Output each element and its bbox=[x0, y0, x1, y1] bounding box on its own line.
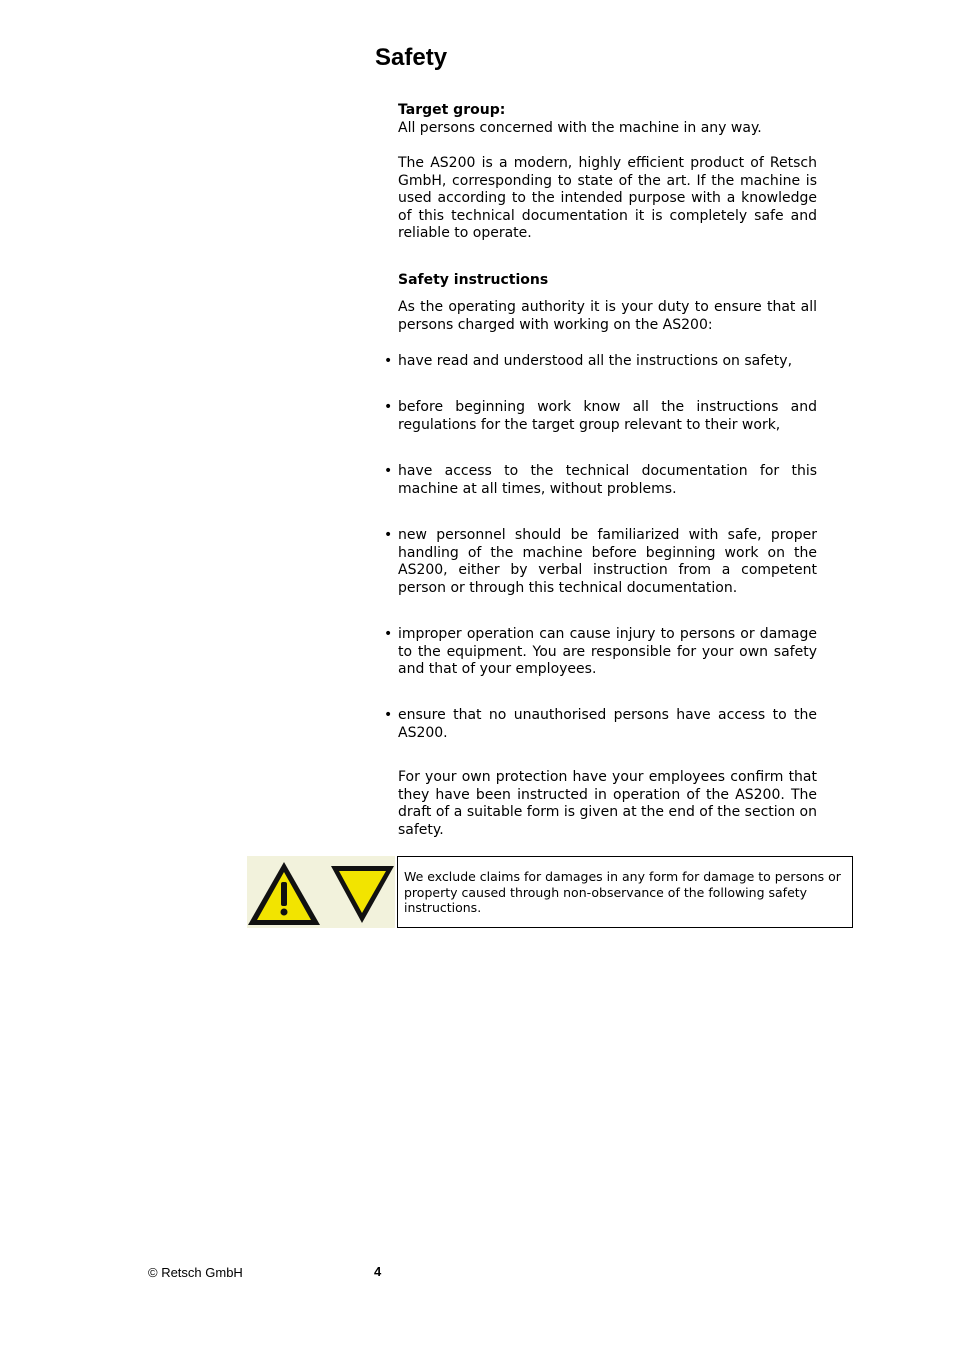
list-item: ensure that no unauthorised persons have access to the AS200. bbox=[398, 707, 817, 741]
disclaimer-text: We exclude claims for damages in any form for damage to persons or property caused through non-observance of the following safety instructions. bbox=[404, 869, 841, 915]
copyright: © Retsch GmbH bbox=[148, 1265, 243, 1280]
bullet-icon: • bbox=[384, 707, 393, 723]
bullet-icon: • bbox=[384, 353, 393, 369]
bullet-icon: • bbox=[384, 626, 393, 642]
warning-icons bbox=[247, 856, 395, 928]
intro-paragraph: The AS200 is a modern, highly efficient product of Retsch GmbH, corresponding to state of the art. If the machine is used according to the intended purpose with a knowledge of this technical documentation it is completely safe and reliable to operate. bbox=[398, 155, 817, 241]
list-item: have access to the technical documentation for this machine at all times, without problems. bbox=[398, 463, 817, 497]
page-title: Safety bbox=[375, 44, 448, 71]
safety-lead-paragraph: As the operating authority it is your duty to ensure that all persons charged with working on the AS200: bbox=[398, 299, 817, 333]
closing-paragraph: For your own protection have your employees confirm that they have been instructed in operation of the AS200. The draft of a suitable form is given at the end of the section on safety. bbox=[398, 769, 817, 838]
bullet-icon: • bbox=[384, 527, 393, 543]
list-item: before beginning work know all the instructions and regulations for the target group relevant to their work, bbox=[398, 399, 817, 433]
list-item: improper operation can cause injury to persons or damage to the equipment. You are responsible for your own safety and that of your employees. bbox=[398, 626, 817, 677]
list-item: new personnel should be familiarized with safe, proper handling of the machine before beginning work on the AS200, either by verbal instruction from a competent person or through this technical documentation. bbox=[398, 527, 817, 596]
target-group-text: All persons concerned with the machine in any way. bbox=[398, 120, 762, 136]
disclaimer-box bbox=[397, 856, 853, 928]
bullet-icon: • bbox=[384, 463, 393, 479]
safety-instructions-heading: Safety instructions bbox=[398, 272, 549, 288]
target-group-heading: Target group: bbox=[398, 102, 506, 118]
list-item: have read and understood all the instructions on safety, bbox=[398, 353, 793, 369]
bullet-icon: • bbox=[384, 399, 393, 415]
page-number: 4 bbox=[374, 1264, 382, 1279]
